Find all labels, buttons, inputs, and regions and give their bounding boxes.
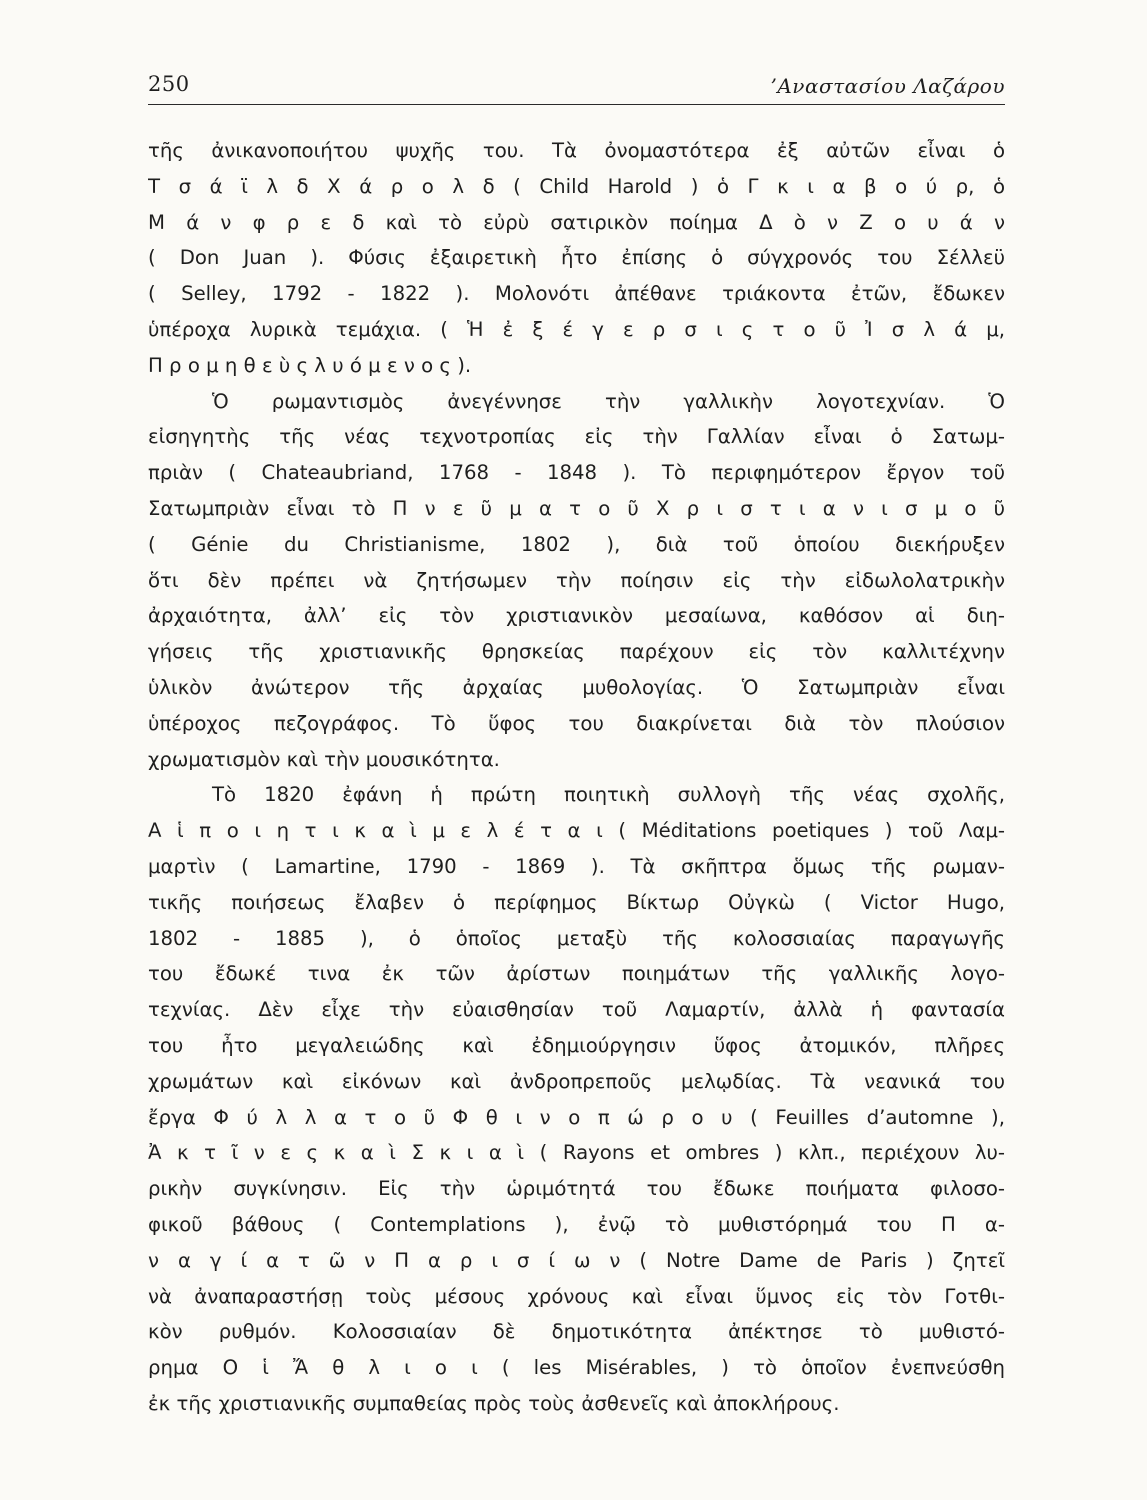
text-line: τῆς ἀνικανοποιήτου ψυχῆς του. Τὰ ὀνομαστότερα ἐξ αὐτῶν εἶναι ὁ [148,139,1005,162]
text-line: χρωμάτων καὶ εἰκόνων καὶ ἀνδροπρεποῦς μελῳδίας. Τὰ νεανικά του [148,1069,1005,1093]
text-line: τικῆς ποιήσεως ἔλαβεν ὁ περίφημος Βίκτωρ Οὐγκὼ ( Victor Hugo, [148,890,1005,914]
text-line: ἐκ τῆς χριστιανικῆς συμπαθείας πρὸς τοὺς ἀσθενεῖς καὶ ἀποκλήρους. [148,1391,840,1415]
text-line: ὑλικὸν ἀνώτερον τῆς ἀρχαίας μυθολογίας. Ὁ Σατωμπριὰν εἶναι [148,675,1005,699]
text-line: 1802 - 1885 ), ὁ ὁποῖος μεταξὺ τῆς κολοσσιαίας παραγωγῆς [148,926,1005,950]
text-line: ( Génie du Christianisme, 1802 ), διὰ τοῦ ὁποίου διεκήρυξεν [148,532,1005,556]
text-line: πριὰν ( Chateaubriand, 1768 - 1848 ). Τὸ περιφημότερον ἔργον τοῦ [148,461,1005,485]
text-line: χρωματισμὸν καὶ τὴν μουσικότητα. [148,747,500,771]
text-line: μαρτὶν ( Lamartine, 1790 - 1869 ). Τὰ σκῆπτρα ὅμως τῆς ρωμαν- [148,854,1005,878]
text-line: ν α γ ί α τ ῶ ν Π α ρ ι σ ί ω ν ( Notre Dame de Paris ) ζητεῖ [148,1248,1005,1272]
text-line: του ἦτο μεγαλειώδης καὶ ἐδημιούργησιν ὕφος ἀτομικόν, πλῆρες [148,1033,1005,1057]
text-line: ( Selley, 1792 - 1822 ). Μολονότι ἀπέθανε τριάκοντα ἐτῶν, ἔδωκεν [148,282,1005,306]
text-line: Τὸ 1820 ἐφάνη ἡ πρώτη ποιητικὴ συλλογὴ τῆς νέας σχολῆς, [212,783,1005,807]
text-line: ἔργα Φ ύ λ λ α τ ο ῦ Φ θ ι ν ο π ώ ρ ο υ ( Feuilles d’automne ), [148,1105,1005,1129]
body-text [148,133,1005,1422]
text-line: φικοῦ βάθους ( Contemplations ), ἐνῷ τὸ μυθιστόρημά του Π α- [148,1212,1005,1236]
text-line: Τ σ ά ϊ λ δ Χ ά ρ ο λ δ ( Child Harold ) ὁ Γ κ ι α β ο ύ ρ, ὁ [148,174,1005,198]
text-line: ὑπέροχα λυρικὰ τεμάχια. ( Ἡ ἐ ξ έ γ ε ρ σ ι ς τ ο ῦ Ἰ σ λ ά μ, [148,317,1005,341]
text-line: ρικὴν συγκίνησιν. Εἰς τὴν ὡριμότητά του ἔδωκε ποιήματα φιλοσο- [148,1177,1005,1201]
text-line: Σατωμπριὰν εἶναι τὸ Π ν ε ῦ μ α τ ο ῦ Χ ρ ι σ τ ι α ν ι σ μ ο ῦ [148,496,1005,520]
running-head: ’Αναστασίου Λαζάρου [770,74,1005,98]
text-line: ὅτι δὲν πρέπει νὰ ζητήσωμεν τὴν ποίησιν εἰς τὴν εἰδωλολατρικὴν [148,568,1005,592]
text-line: γήσεις τῆς χριστιανικῆς θρησκείας παρέχουν εἰς τὸν καλλιτέχνην [148,640,1005,664]
text-line: τεχνίας. Δὲν εἶχε τὴν εὐαισθησίαν τοῦ Λαμαρτίν, ἀλλὰ ἡ φαντασία [148,998,1005,1022]
page-number: 250 [148,72,190,96]
text-line: Ὁ ρωμαντισμὸς ἀνεγέννησε τὴν γαλλικὴν λογοτεχνίαν. Ὁ [212,389,1005,413]
text-line: εἰσηγητὴς τῆς νέας τεχνοτροπίας εἰς τὴν Γαλλίαν εἶναι ὁ Σατωμ- [148,425,1005,449]
text-line: Π ρ ο μ η θ ε ὺ ς λ υ ό μ ε ν ο ς ). [148,353,472,377]
text-line: του ἔδωκέ τινα ἐκ τῶν ἀρίστων ποιημάτων τῆς γαλλικῆς λογο- [148,962,1005,986]
text-line: Ἀ κ τ ῖ ν ε ς κ α ὶ Σ κ ι α ὶ ( Rayons et ombres ) κλπ., περιέχουν λυ- [148,1141,1005,1165]
text-line: ἀρχαιότητα, ἀλλ’ εἰς τὸν χριστιανικὸν μεσαίωνα, καθόσον αἱ διη- [148,604,1005,628]
page-header [148,68,1005,105]
text-line: Μ ά ν φ ρ ε δ καὶ τὸ εὐρὺ σατιρικὸν ποίημα Δ ὸ ν Ζ ο υ ά ν [148,210,1005,234]
text-line: νὰ ἀναπαραστήσῃ τοὺς μέσους χρόνους καὶ εἶναι ὕμνος εἰς τὸν Γοτθι- [148,1284,1005,1308]
text-line: Α ἱ π ο ι η τ ι κ α ὶ μ ε λ έ τ α ι ( Méditations poetiques ) τοῦ Λαμ- [148,819,1005,843]
text-line: ρημα Ο ἱ Ἄ θ λ ι ο ι ( les Misérables, ) τὸ ὁποῖον ἐνεπνεύσθη [148,1356,1005,1380]
text-line: κὸν ρυθμόν. Κολοσσιαίαν δὲ δημοτικότητα ἀπέκτησε τὸ μυθιστό- [148,1320,1005,1344]
text-line: ὑπέροχος πεζογράφος. Τὸ ὕφος του διακρίνεται διὰ τὸν πλούσιον [148,711,1005,735]
text-line: ( Don Juan ). Φύσις ἐξαιρετικὴ ἦτο ἐπίσης ὁ σύγχρονός του Σέλλεϋ [148,246,1005,270]
